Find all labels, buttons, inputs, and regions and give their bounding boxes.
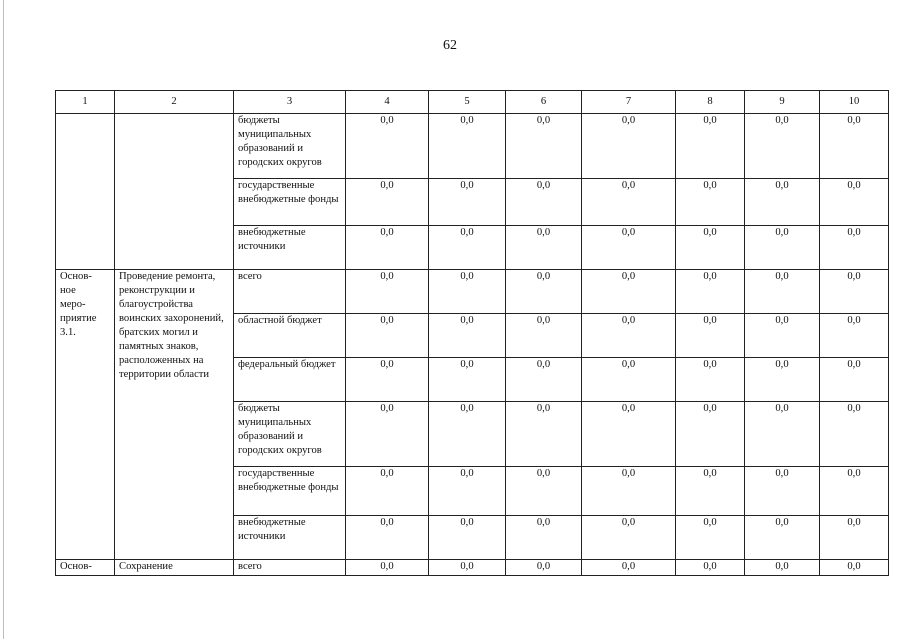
- value-cell: 0,0: [346, 467, 429, 516]
- header-cell: 6: [506, 91, 582, 114]
- header-cell: 5: [429, 91, 506, 114]
- funding-source-cell: внебюджетные источники: [234, 516, 346, 560]
- value-cell: 0,0: [676, 516, 745, 560]
- value-cell: 0,0: [346, 226, 429, 270]
- header-row: [56, 91, 889, 114]
- value-cell: 0,0: [745, 314, 820, 358]
- value-cell: 0,0: [429, 560, 506, 576]
- header-cell: 7: [582, 91, 676, 114]
- value-cell: 0,0: [745, 226, 820, 270]
- value-cell: 0,0: [745, 516, 820, 560]
- value-cell: 0,0: [429, 358, 506, 402]
- value-cell: 0,0: [582, 402, 676, 467]
- value-cell: 0,0: [429, 516, 506, 560]
- value-cell: 0,0: [506, 467, 582, 516]
- value-cell: 0,0: [676, 358, 745, 402]
- value-cell: 0,0: [820, 467, 889, 516]
- value-cell: 0,0: [582, 114, 676, 179]
- value-cell: 0,0: [676, 467, 745, 516]
- header-cell: 1: [56, 91, 115, 114]
- table-row: [56, 270, 889, 314]
- value-cell: 0,0: [676, 560, 745, 576]
- value-cell: 0,0: [582, 270, 676, 314]
- value-cell: 0,0: [429, 467, 506, 516]
- value-cell: 0,0: [820, 560, 889, 576]
- value-cell: 0,0: [346, 270, 429, 314]
- header-cell: 9: [745, 91, 820, 114]
- value-cell: 0,0: [429, 270, 506, 314]
- funding-source-cell: государственные внебюджетные фонды: [234, 179, 346, 226]
- value-cell: 0,0: [506, 270, 582, 314]
- value-cell: 0,0: [429, 226, 506, 270]
- header-cell: 8: [676, 91, 745, 114]
- value-cell: 0,0: [429, 314, 506, 358]
- value-cell: 0,0: [582, 179, 676, 226]
- value-cell: 0,0: [820, 226, 889, 270]
- value-cell: 0,0: [676, 270, 745, 314]
- measure-name-cell: Сохранение: [115, 560, 234, 576]
- value-cell: 0,0: [346, 114, 429, 179]
- value-cell: 0,0: [820, 314, 889, 358]
- value-cell: 0,0: [506, 560, 582, 576]
- value-cell: 0,0: [820, 402, 889, 467]
- value-cell: 0,0: [346, 516, 429, 560]
- value-cell: 0,0: [745, 402, 820, 467]
- value-cell: 0,0: [820, 179, 889, 226]
- value-cell: 0,0: [346, 358, 429, 402]
- header-cell: 3: [234, 91, 346, 114]
- header-cell: 4: [346, 91, 429, 114]
- value-cell: 0,0: [346, 314, 429, 358]
- page-number: 62: [443, 38, 457, 53]
- value-cell: 0,0: [429, 402, 506, 467]
- value-cell: 0,0: [676, 114, 745, 179]
- value-cell: 0,0: [506, 114, 582, 179]
- measure-name-cell: Проведение ремонта, реконструкции и благоустройства воинских захоронений, братских могил и памятных знаков, расположенных на территории области: [115, 270, 234, 560]
- table-row: [56, 560, 889, 576]
- table-body: [56, 114, 889, 576]
- value-cell: 0,0: [745, 114, 820, 179]
- value-cell: 0,0: [820, 358, 889, 402]
- funding-source-cell: государственные внебюджетные фонды: [234, 467, 346, 516]
- page-left-edge: [3, 0, 4, 639]
- value-cell: 0,0: [582, 516, 676, 560]
- value-cell: 0,0: [676, 179, 745, 226]
- value-cell: 0,0: [745, 560, 820, 576]
- funding-source-cell: областной бюджет: [234, 314, 346, 358]
- value-cell: 0,0: [506, 314, 582, 358]
- value-cell: 0,0: [582, 314, 676, 358]
- value-cell: 0,0: [506, 179, 582, 226]
- measure-code-cell: Основ- ное меро- приятие 3.1.: [56, 270, 115, 560]
- value-cell: 0,0: [820, 516, 889, 560]
- value-cell: 0,0: [820, 114, 889, 179]
- funding-source-cell: бюджеты муниципальных образований и городских округов: [234, 402, 346, 467]
- value-cell: 0,0: [582, 358, 676, 402]
- value-cell: 0,0: [676, 226, 745, 270]
- value-cell: 0,0: [429, 114, 506, 179]
- value-cell: 0,0: [429, 179, 506, 226]
- header-cell: 10: [820, 91, 889, 114]
- value-cell: 0,0: [506, 402, 582, 467]
- value-cell: 0,0: [582, 560, 676, 576]
- funding-source-cell: федеральный бюджет: [234, 358, 346, 402]
- measure-code-cell: Основ-: [56, 560, 115, 576]
- value-cell: 0,0: [745, 270, 820, 314]
- value-cell: 0,0: [506, 358, 582, 402]
- value-cell: 0,0: [745, 467, 820, 516]
- value-cell: 0,0: [506, 226, 582, 270]
- value-cell: 0,0: [820, 270, 889, 314]
- table-row: [56, 114, 889, 179]
- value-cell: 0,0: [346, 560, 429, 576]
- value-cell: 0,0: [745, 179, 820, 226]
- value-cell: 0,0: [582, 467, 676, 516]
- value-cell: 0,0: [676, 402, 745, 467]
- value-cell: 0,0: [506, 516, 582, 560]
- funding-source-cell: всего: [234, 270, 346, 314]
- funding-source-cell: всего: [234, 560, 346, 576]
- value-cell: 0,0: [676, 314, 745, 358]
- value-cell: 0,0: [346, 179, 429, 226]
- value-cell: 0,0: [745, 358, 820, 402]
- funding-source-cell: внебюджетные источники: [234, 226, 346, 270]
- header-cell: 2: [115, 91, 234, 114]
- funding-source-cell: бюджеты муниципальных образований и городских округов: [234, 114, 346, 179]
- value-cell: 0,0: [582, 226, 676, 270]
- measure-code-cell: [56, 114, 115, 270]
- budget-table: [55, 90, 889, 576]
- measure-name-cell: [115, 114, 234, 270]
- value-cell: 0,0: [346, 402, 429, 467]
